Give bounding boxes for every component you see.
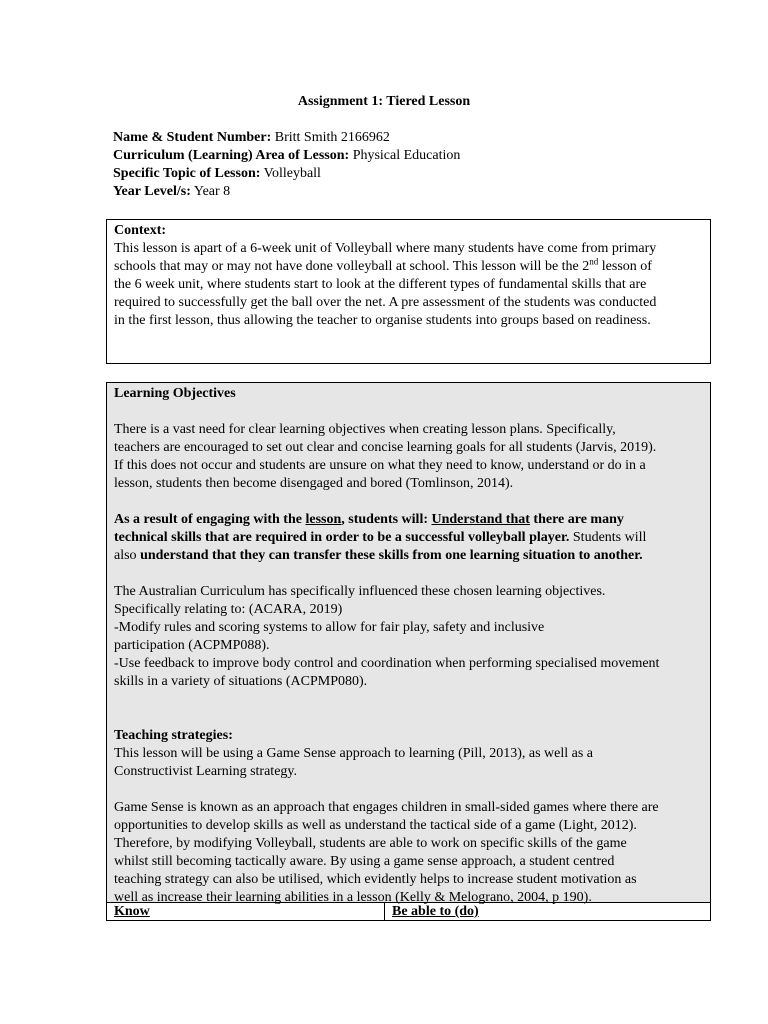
teaching-strategies-heading: Teaching strategies: [114,728,233,743]
be-able-to-column-header [385,903,710,920]
objective-underlined: Understand that [431,512,530,527]
learning-objectives-box [106,382,711,903]
student-details [113,129,673,201]
name-line [113,129,673,147]
paragraph-line: The Australian Curriculum has specifically influenced these chosen learning objectives. [114,584,606,599]
topic-label: Specific Topic of Lesson: [113,166,261,181]
objective-text: Students will [569,530,647,545]
name-label: Name & Student Number: [113,130,272,145]
area-value: Physical Education [349,148,461,163]
paragraph-line: whilst still becoming tactically aware. By using a game sense approach, a student centred [114,854,615,869]
objective-statement-line [114,547,703,565]
name-value: Britt Smith 2166962 [271,130,390,145]
context-line: in the first lesson, thus allowing the teacher to organise students into groups based on readiness. [114,313,651,328]
paragraph-line: teachers are encouraged to set out clear and concise learning goals for all students (Jarvis, 2019). [114,440,657,455]
topic-value: Volleyball [260,166,321,181]
paragraph-line: well as increase their learning abilities in a lesson (Kelly & Melograno, 2004, p 190). [114,890,592,905]
paragraph-line: -Modify rules and scoring systems to allow for fair play, safety and inclusive [114,620,545,635]
context-line [114,258,703,276]
learning-objectives-heading: Learning Objectives [114,386,236,401]
objective-underlined: lesson [305,512,342,527]
year-line [113,183,673,201]
paragraph-line: Specifically relating to: (ACARA, 2019) [114,602,343,617]
paragraph-line: If this does not occur and students are unsure on what they need to know, understand or do in a [114,458,646,473]
objective-text: , students will: [341,512,432,527]
context-line: This lesson is apart of a 6-week unit of Volleyball where many students have come from primary [114,241,657,256]
paragraph-line: Constructivist Learning strategy. [114,764,297,779]
objective-text: there are many [529,512,624,527]
context-box [106,219,711,364]
paragraph-line: There is a vast need for clear learning objectives when creating lesson plans. Specifically, [114,422,616,437]
paragraph-line: lesson, students then become disengaged and bored (Tomlinson, 2014). [114,476,514,491]
paragraph-line: Game Sense is known as an approach that engages children in small-sided games where there are [114,800,659,815]
year-label: Year Level/s: [113,184,191,199]
paragraph-line: participation (ACPMP088). [114,638,270,653]
topic-line [113,165,673,183]
objective-statement-line [114,529,703,547]
context-text: lesson of [598,259,652,274]
context-line: required to successfully get the ball over the net. A pre assessment of the students was conducted [114,295,657,310]
be-able-to-label: Be able to (do) [392,904,479,919]
know-column-header [107,903,385,920]
page-title: Assignment 1: Tiered Lesson [297,94,471,109]
paragraph-line: -Use feedback to improve body control and coordination when performing specialised movement [114,656,660,671]
know-do-table-header [106,902,711,921]
know-label: Know [114,904,150,919]
objective-text: As a result of engaging with the [114,512,306,527]
objective-statement-line [114,511,703,529]
context-label: Context: [114,223,167,238]
paragraph-line: Therefore, by modifying Volleyball, students are able to work on specific skills of the game [114,836,627,851]
area-line [113,147,673,165]
area-label: Curriculum (Learning) Area of Lesson: [113,148,350,163]
paragraph-line: teaching strategy can also be utilised, which evidently helps to increase student motivation as [114,872,637,887]
objective-text: understand that they can transfer these skills from one learning situation to another. [140,548,643,563]
paragraph-line: This lesson will be using a Game Sense approach to learning (Pill, 2013), as well as a [114,746,594,761]
paragraph-line: opportunities to develop skills as well as understand the tactical side of a game (Light, 2012). [114,818,637,833]
context-text: schools that may or may not have done volleyball at school. This lesson will be the 2 [114,259,590,274]
year-value: Year 8 [190,184,231,199]
objective-text: technical skills that are required in order to be a successful volleyball player. [114,530,570,545]
context-line: the 6 week unit, where students start to look at the different types of fundamental skills that are [114,277,647,292]
objective-text: also [114,548,141,563]
ordinal-superscript: nd [589,256,599,267]
paragraph-line: skills in a variety of situations (ACPMP080). [114,674,368,689]
